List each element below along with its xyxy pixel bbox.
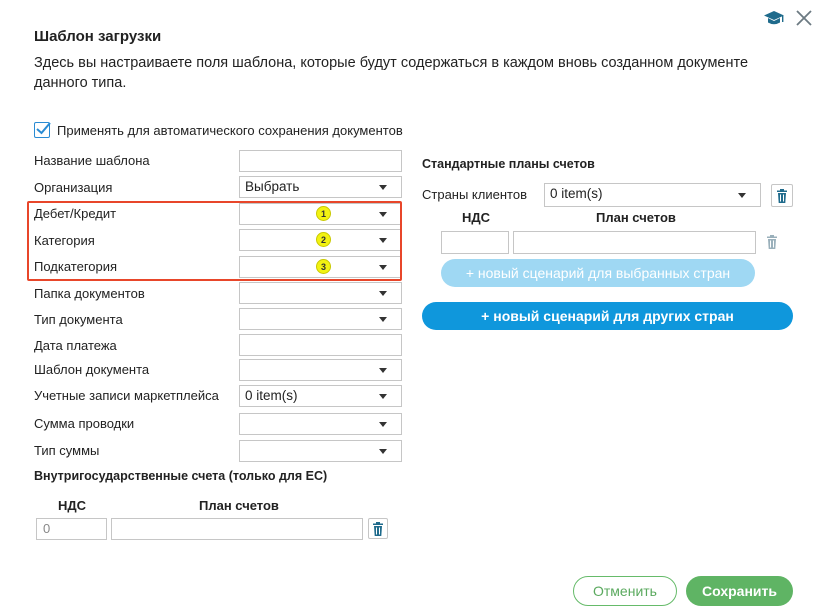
field-label-document-template: Шаблон документа bbox=[34, 362, 150, 377]
organization-select-value: Выбрать bbox=[245, 179, 300, 194]
organization-select[interactable] bbox=[239, 176, 402, 198]
document-type-select[interactable] bbox=[239, 308, 402, 330]
amount-type-select[interactable] bbox=[239, 440, 402, 462]
standard-vat-header: НДС bbox=[462, 210, 491, 225]
standard-plan-input[interactable] bbox=[513, 231, 756, 254]
domestic-plan-input[interactable] bbox=[111, 518, 363, 540]
chevron-down-icon bbox=[379, 368, 387, 373]
customer-countries-select[interactable] bbox=[544, 183, 761, 207]
highlight-box bbox=[27, 201, 402, 281]
field-label-marketplace-accounts: Учетные записи маркетплейса bbox=[34, 388, 219, 403]
graduation-cap-icon[interactable] bbox=[762, 6, 786, 30]
save-button[interactable]: Сохранить bbox=[686, 576, 793, 606]
dialog-subtitle: Здесь вы настраиваете поля шаблона, которые будут содержаться в каждом вновь созданном документе данного типа. bbox=[34, 55, 749, 91]
domestic-plan-header: План счетов bbox=[199, 498, 279, 513]
domestic-accounts-heading: Внутригосударственные счета (только для ЕС) bbox=[34, 469, 328, 483]
new-scenario-selected-countries-button[interactable]: + новый сценарий для выбранных стран bbox=[441, 259, 755, 287]
field-label-subcategory: Подкатегория bbox=[34, 259, 118, 274]
customer-countries-label: Страны клиентов bbox=[422, 187, 527, 202]
chevron-down-icon bbox=[738, 193, 746, 198]
documents-folder-select[interactable] bbox=[239, 282, 402, 304]
step-badge-3: 3 bbox=[316, 259, 331, 274]
field-label-category: Категория bbox=[34, 233, 95, 248]
standard-plans-heading: Стандартные планы счетов bbox=[422, 157, 595, 171]
field-label-template-name: Название шаблона bbox=[34, 153, 150, 168]
marketplace-accounts-select[interactable] bbox=[239, 385, 402, 407]
template-name-input[interactable] bbox=[239, 150, 402, 172]
standard-plan-header: План счетов bbox=[596, 210, 676, 225]
chevron-down-icon bbox=[379, 422, 387, 427]
domestic-vat-input[interactable]: 0 bbox=[36, 518, 107, 540]
chevron-down-icon bbox=[379, 394, 387, 399]
document-template-select[interactable] bbox=[239, 359, 402, 381]
auto-save-checkbox-row[interactable] bbox=[34, 122, 403, 138]
step-badge-1: 1 bbox=[316, 206, 331, 221]
new-scenario-other-countries-button[interactable]: + новый сценарий для других стран bbox=[422, 302, 793, 330]
trash-icon[interactable] bbox=[368, 518, 388, 539]
chevron-down-icon bbox=[379, 449, 387, 454]
chevron-down-icon bbox=[379, 291, 387, 296]
chevron-down-icon bbox=[379, 185, 387, 190]
field-label-amount-type: Тип суммы bbox=[34, 443, 100, 458]
trash-icon[interactable] bbox=[762, 231, 782, 252]
auto-save-checkbox-label: Применять для автоматического сохранения документов bbox=[57, 122, 403, 138]
field-label-documents-folder: Папка документов bbox=[34, 286, 145, 301]
field-label-payment-date: Дата платежа bbox=[34, 338, 117, 353]
dialog-top-icons bbox=[762, 6, 816, 30]
field-label-debit-credit: Дебет/Кредит bbox=[34, 206, 117, 221]
chevron-down-icon bbox=[379, 317, 387, 322]
step-badge-2: 2 bbox=[316, 232, 331, 247]
posting-amount-select[interactable] bbox=[239, 413, 402, 435]
cancel-button[interactable]: Отменить bbox=[573, 576, 677, 606]
payment-date-input[interactable] bbox=[239, 334, 402, 356]
dialog-title: Шаблон загрузки bbox=[34, 28, 162, 45]
standard-vat-input[interactable] bbox=[441, 231, 509, 254]
marketplace-accounts-select-value: 0 item(s) bbox=[245, 388, 298, 403]
field-label-organization: Организация bbox=[34, 180, 113, 195]
field-label-posting-amount: Сумма проводки bbox=[34, 416, 135, 431]
domestic-vat-header: НДС bbox=[58, 498, 87, 513]
field-label-document-type: Тип документа bbox=[34, 312, 123, 327]
close-icon[interactable] bbox=[792, 6, 816, 30]
trash-icon[interactable] bbox=[771, 184, 793, 207]
customer-countries-value: 0 item(s) bbox=[550, 186, 603, 201]
auto-save-checkbox[interactable] bbox=[34, 122, 50, 138]
